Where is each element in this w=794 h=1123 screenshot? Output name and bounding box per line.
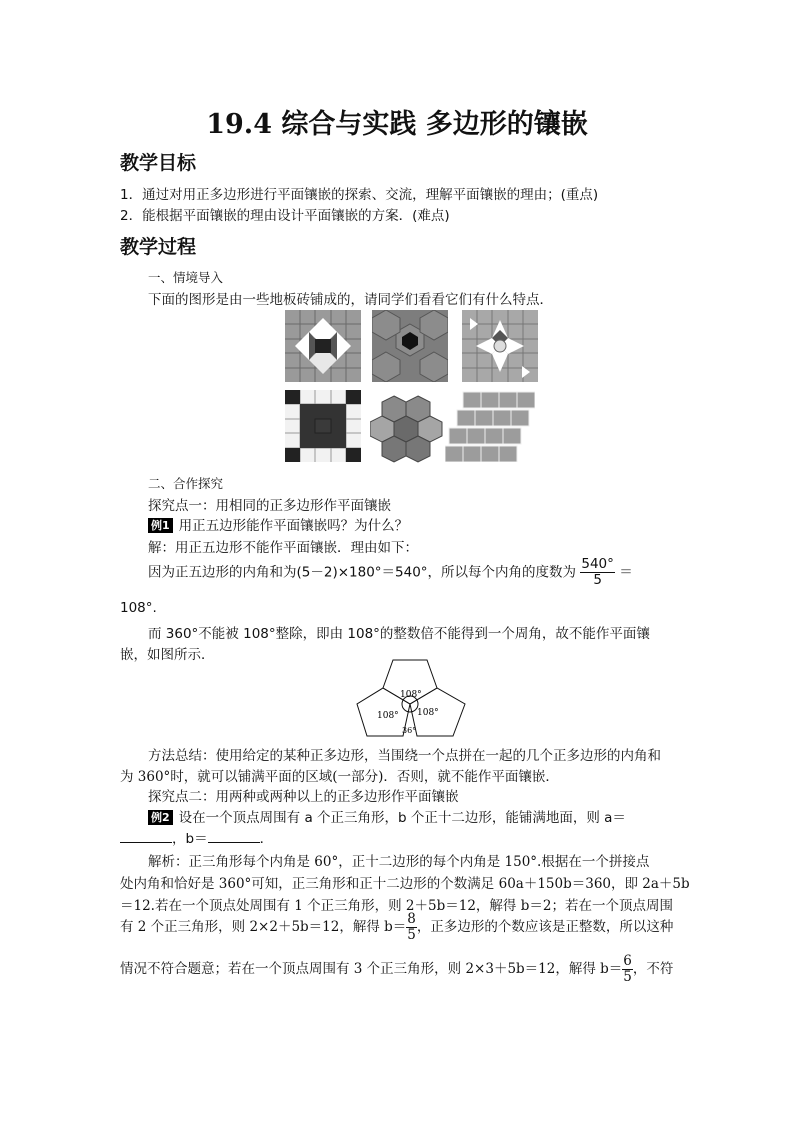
answer-blank-b[interactable] [208,830,260,843]
tile-pattern-4 [285,390,361,462]
analysis-line-1: 解析：正三角形每个内角是 60°，正十二边形的每个内角是 150°.根据在一个拼接点 [148,854,650,870]
example-1-line-3: 而 360°不能被 108°整除，即由 108°的整数倍不能得到一个周角，故不能作平面镶 [148,626,650,642]
example-1-line-1 [148,557,633,588]
method-summary-2: 为 360°时，就可以铺满平面的区域(一部分)．否则，就不能作平面镶嵌． [120,769,559,785]
point-1-heading: 探究点一：用相同的正多边形作平面镶嵌 [148,498,391,514]
pentagon-tiling-figure [355,656,467,742]
analysis-fraction-1 [406,912,417,943]
analysis-line-5-rest: ，不符 [632,961,674,977]
goal-item-1: 1．通过对用正多边形进行平面镶嵌的探索、交流，理解平面镶嵌的理由；(重点) [120,187,599,203]
angle-label-gap: 36° [402,726,417,735]
analysis-line-2: 处内角和恰好是 360°可知，正三角形和正十二边形的个数满足 60a＋150b＝360，即 2a＋5b [120,876,690,892]
goals-heading: 教学目标 [120,152,197,174]
process-heading: 教学过程 [120,236,197,258]
example-2-blanks [120,827,273,847]
page-title: 19.4 综合与实践 多边形的镶嵌 [206,109,588,140]
answer-blank-a[interactable] [120,830,172,843]
example-1-badge: 例1 [148,518,173,533]
example-1-solution: 解：用正五边形不能作平面镶嵌．理由如下： [148,540,418,556]
angle-label-left: 108° [377,711,399,721]
example-2-badge: 例2 [148,810,173,825]
example-1-line-2: 108°. [120,600,157,616]
example-1-equals: ＝ [619,564,633,581]
analysis-line-4-rest: ，正多边形的个数应该是正整数，所以这种 [416,919,674,935]
example-1-line-4: 嵌，如图所示． [120,647,215,663]
fraction-denominator: 5 [623,969,632,985]
section-1-heading: 一、情境导入 [148,270,224,285]
example-2-end: ． [259,831,274,847]
analysis-line-4-text: 有 2 个正三角形，则 2×2＋5b＝12，解得 b＝ [120,919,407,935]
analysis-line-4 [120,912,673,943]
analysis-line-5 [120,954,673,985]
tile-pattern-2 [372,310,448,382]
example-2-text: 设在一个顶点周围有 a 个正三角形，b 个正十二边形，能铺满地面，则 a＝ [178,810,626,826]
method-summary-1: 方法总结：使用给定的某种正多边形，当围绕一个点拼在一起的几个正多边形的内角和 [148,748,661,764]
fraction-denominator: 5 [593,572,602,588]
tile-pattern-3 [462,310,538,382]
analysis-line-5-text: 情况不符合题意；若在一个顶点周围有 3 个正三角形，则 2×3＋5b＝12，解得 b＝ [120,961,623,977]
section-2-heading: 二、合作探究 [148,476,224,491]
angle-label-right: 108° [417,708,439,718]
example-1-fraction [580,557,615,588]
fraction-numerator: 540° [581,556,614,572]
section-1-text: 下面的图形是由一些地板砖铺成的，请同学们看看它们有什么特点． [148,292,553,308]
fraction-numerator: 6 [623,953,632,969]
goal-item-2: 2．能根据平面镶嵌的理由设计平面镶嵌的方案．(难点) [120,208,450,224]
angle-label-top: 108° [400,690,422,700]
example-1 [148,514,408,534]
point-2-heading: 探究点二：用两种或两种以上的正多边形作平面镶嵌 [148,789,459,805]
analysis-fraction-2 [622,954,633,985]
fraction-denominator: 5 [407,927,416,943]
example-2 [148,806,626,826]
tile-pattern-1 [285,310,361,382]
example-2-b-label: ，b＝ [172,831,208,847]
example-1-line-1-text: 因为正五边形的内角和为(5－2)×180°＝540°，所以每个内角的度数为 [148,564,577,581]
tile-pattern-6 [445,390,535,462]
fraction-numerator: 8 [407,911,416,927]
example-1-text: 用正五边形能作平面镶嵌吗？为什么？ [178,518,409,534]
tile-pattern-5 [370,392,446,464]
analysis-line-3: ＝12.若在一个顶点处周围有 1 个正三角形，则 2＋5b＝12，解得 b＝2；若在一个顶点周围 [120,898,673,914]
